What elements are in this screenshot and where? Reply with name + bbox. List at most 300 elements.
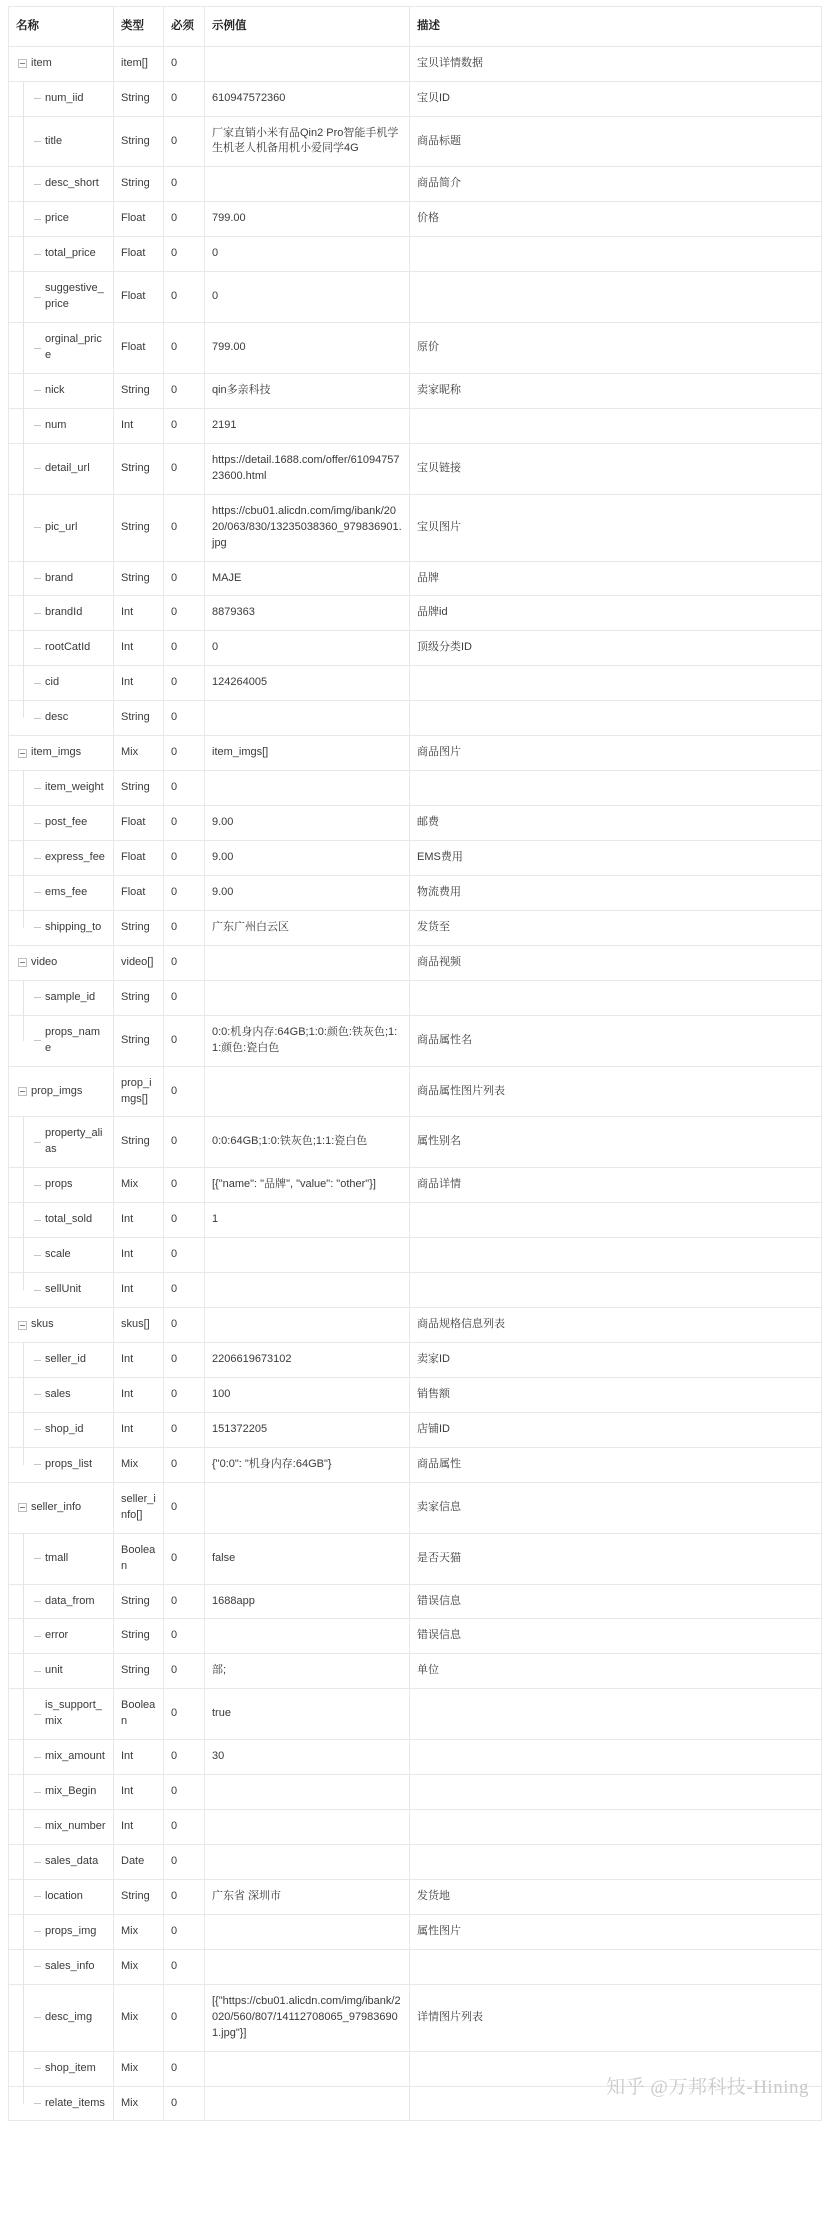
table-row <box>9 167 822 202</box>
field-example-cell: 1688app <box>205 1584 410 1619</box>
table-row <box>9 1377 822 1412</box>
field-name-label: item <box>31 56 52 69</box>
field-type-cell: Int <box>114 1238 164 1273</box>
field-name-cell <box>9 202 114 237</box>
field-type-cell: Int <box>114 1377 164 1412</box>
field-example-cell: 2206619673102 <box>205 1343 410 1378</box>
table-row <box>9 1343 822 1378</box>
tree-branch-icon <box>34 1040 41 1041</box>
field-required-cell: 0 <box>164 1533 205 1584</box>
field-desc-cell: 错误信息 <box>410 1619 822 1654</box>
field-type-cell: item[] <box>114 46 164 81</box>
field-name-cell <box>9 1879 114 1914</box>
field-name-cell <box>9 1810 114 1845</box>
field-required-cell: 0 <box>164 1015 205 1066</box>
collapse-toggle-icon[interactable] <box>18 1321 27 1330</box>
tree-branch-icon <box>34 2068 41 2069</box>
tree-branch-icon <box>34 1601 41 1602</box>
field-name-cell <box>9 1168 114 1203</box>
field-desc-cell: 商品属性名 <box>410 1015 822 1066</box>
table-row <box>9 1654 822 1689</box>
tree-branch-icon <box>34 1464 41 1465</box>
tree-branch-icon <box>34 1714 41 1715</box>
table-row <box>9 1447 822 1482</box>
field-name-cell <box>9 1689 114 1740</box>
field-desc-cell: 商品标题 <box>410 116 822 167</box>
field-name-cell <box>9 910 114 945</box>
field-example-cell: 广东广州白云区 <box>205 910 410 945</box>
field-example-cell: 9.00 <box>205 841 410 876</box>
field-required-cell: 0 <box>164 373 205 408</box>
tree-branch-icon <box>34 297 41 298</box>
table-row <box>9 1879 822 1914</box>
field-name-label: mix_number <box>45 1820 106 1833</box>
field-desc-cell: 原价 <box>410 323 822 374</box>
field-desc-cell: 商品详情 <box>410 1168 822 1203</box>
tree-branch-icon <box>34 648 41 649</box>
tree-branch-icon <box>34 1757 41 1758</box>
table-row <box>9 980 822 1015</box>
field-desc-cell: 卖家信息 <box>410 1482 822 1533</box>
field-name-label: seller_id <box>45 1353 86 1366</box>
field-name-cell <box>9 945 114 980</box>
field-desc-cell: 发货至 <box>410 910 822 945</box>
field-type-cell: Int <box>114 1775 164 1810</box>
table-header <box>9 7 822 47</box>
field-example-cell <box>205 701 410 736</box>
field-type-cell: Mix <box>114 1168 164 1203</box>
field-name-cell <box>9 1412 114 1447</box>
field-example-cell: {"0:0": "机身内存:64GB"} <box>205 1447 410 1482</box>
field-required-cell: 0 <box>164 910 205 945</box>
field-name-label: location <box>45 1889 83 1902</box>
field-required-cell: 0 <box>164 81 205 116</box>
field-name-label: num <box>45 418 67 431</box>
field-required-cell: 0 <box>164 1447 205 1482</box>
field-example-cell <box>205 1482 410 1533</box>
field-required-cell: 0 <box>164 1168 205 1203</box>
field-name-label: scale <box>45 1248 71 1261</box>
field-name-label: props <box>45 1178 73 1191</box>
field-example-cell: 8879363 <box>205 596 410 631</box>
field-name-cell <box>9 494 114 561</box>
field-name-label: relate_items <box>45 2096 105 2109</box>
field-type-cell: Float <box>114 237 164 272</box>
field-type-cell: String <box>114 1619 164 1654</box>
field-example-cell: MAJE <box>205 561 410 596</box>
field-type-cell: Int <box>114 666 164 701</box>
field-example-cell <box>205 945 410 980</box>
table-row <box>9 875 822 910</box>
field-example-cell: 1 <box>205 1203 410 1238</box>
tree-branch-icon <box>34 1827 41 1828</box>
field-name-label: desc <box>45 711 69 724</box>
field-type-cell: Int <box>114 1273 164 1308</box>
field-required-cell: 0 <box>164 443 205 494</box>
field-required-cell: 0 <box>164 1879 205 1914</box>
field-name-label: props_list <box>45 1457 93 1470</box>
field-name-cell <box>9 2051 114 2086</box>
field-name-cell <box>9 2086 114 2121</box>
tree-branch-icon <box>34 858 41 859</box>
field-required-cell: 0 <box>164 408 205 443</box>
tree-branch-icon <box>34 578 41 579</box>
table-row <box>9 596 822 631</box>
field-desc-cell: 是否天猫 <box>410 1533 822 1584</box>
tree-branch-icon <box>34 425 41 426</box>
field-type-cell: Float <box>114 272 164 323</box>
field-desc-cell: 详情图片列表 <box>410 1984 822 2051</box>
table-row <box>9 1015 822 1066</box>
field-desc-cell: 单位 <box>410 1654 822 1689</box>
field-type-cell: Int <box>114 408 164 443</box>
field-example-cell: [{"https://cbu01.alicdn.com/img/ibank/2020/560/807/14112708065_979836901.jpg"}] <box>205 1984 410 2051</box>
field-name-label: total_sold <box>45 1213 93 1226</box>
field-example-cell: 799.00 <box>205 202 410 237</box>
field-required-cell: 0 <box>164 494 205 561</box>
field-desc-cell <box>410 1238 822 1273</box>
field-name-label: suggestive_price <box>45 282 104 311</box>
tree-branch-icon <box>34 823 41 824</box>
field-type-cell: video[] <box>114 945 164 980</box>
field-type-cell: String <box>114 81 164 116</box>
field-name-cell <box>9 1308 114 1343</box>
field-name-label: error <box>45 1629 69 1642</box>
field-required-cell: 0 <box>164 1117 205 1168</box>
table-row <box>9 701 822 736</box>
field-name-label: props_name <box>45 1025 101 1054</box>
collapse-toggle-icon[interactable] <box>18 749 27 758</box>
field-name-cell <box>9 408 114 443</box>
field-desc-cell: 商品属性 <box>410 1447 822 1482</box>
field-name-cell <box>9 1584 114 1619</box>
field-example-cell <box>205 1308 410 1343</box>
table-row <box>9 841 822 876</box>
field-name-cell <box>9 1914 114 1949</box>
field-required-cell: 0 <box>164 875 205 910</box>
table-row <box>9 1066 822 1117</box>
field-type-cell: String <box>114 1654 164 1689</box>
table-row <box>9 116 822 167</box>
field-example-cell <box>205 1810 410 1845</box>
field-type-cell: Int <box>114 1810 164 1845</box>
field-name-cell <box>9 1117 114 1168</box>
field-type-cell: Int <box>114 631 164 666</box>
table-row <box>9 1949 822 1984</box>
watermark-text: 知乎 @万邦科技-Hining <box>606 2077 809 2099</box>
field-desc-cell <box>410 2051 822 2086</box>
table-row <box>9 1689 822 1740</box>
field-required-cell: 0 <box>164 701 205 736</box>
field-desc-cell: 宝贝ID <box>410 81 822 116</box>
field-desc-cell: EMS费用 <box>410 841 822 876</box>
tree-branch-icon <box>34 184 41 185</box>
field-name-label: is_support_mix <box>45 1699 102 1728</box>
field-required-cell: 0 <box>164 1482 205 1533</box>
field-required-cell: 0 <box>164 1308 205 1343</box>
field-required-cell: 0 <box>164 46 205 81</box>
field-name-cell <box>9 1482 114 1533</box>
field-example-cell <box>205 2051 410 2086</box>
field-name-label: orginal_price <box>45 333 102 362</box>
field-required-cell: 0 <box>164 1238 205 1273</box>
field-name-label: prop_imgs <box>31 1084 83 1097</box>
field-desc-cell <box>410 237 822 272</box>
field-desc-cell <box>410 701 822 736</box>
field-required-cell: 0 <box>164 666 205 701</box>
table-row <box>9 1984 822 2051</box>
field-required-cell: 0 <box>164 2086 205 2121</box>
field-desc-cell: 错误信息 <box>410 1584 822 1619</box>
field-name-cell <box>9 167 114 202</box>
field-name-label: sales <box>45 1387 71 1400</box>
field-type-cell: Float <box>114 875 164 910</box>
field-required-cell: 0 <box>164 1377 205 1412</box>
field-required-cell: 0 <box>164 167 205 202</box>
field-desc-cell: 商品简介 <box>410 167 822 202</box>
field-type-cell: Mix <box>114 2086 164 2121</box>
field-example-cell <box>205 46 410 81</box>
field-name-label: ems_fee <box>45 885 88 898</box>
field-example-cell: 部; <box>205 1654 410 1689</box>
collapse-toggle-icon[interactable] <box>18 1087 27 1096</box>
field-example-cell: 2191 <box>205 408 410 443</box>
field-name-cell <box>9 1377 114 1412</box>
field-type-cell: Float <box>114 323 164 374</box>
field-name-cell <box>9 46 114 81</box>
field-name-cell <box>9 272 114 323</box>
field-name-label: total_price <box>45 247 96 260</box>
field-name-cell <box>9 1238 114 1273</box>
table-row <box>9 631 822 666</box>
field-name-label: num_iid <box>45 91 84 104</box>
field-example-cell: 0:0:64GB;1:0:铁灰色;1:1:瓷白色 <box>205 1117 410 1168</box>
field-required-cell: 0 <box>164 1654 205 1689</box>
column-header-desc: 描述 <box>410 7 822 47</box>
collapse-toggle-icon[interactable] <box>18 1503 27 1512</box>
field-name-label: sample_id <box>45 990 96 1003</box>
field-type-cell: String <box>114 701 164 736</box>
field-name-label: desc_short <box>45 177 99 190</box>
field-name-cell <box>9 1775 114 1810</box>
field-name-label: tmall <box>45 1551 69 1564</box>
table-row <box>9 1308 822 1343</box>
field-desc-cell: 品牌 <box>410 561 822 596</box>
field-example-cell: 30 <box>205 1740 410 1775</box>
field-type-cell: prop_imgs[] <box>114 1066 164 1117</box>
field-name-cell <box>9 1654 114 1689</box>
tree-branch-icon <box>34 1394 41 1395</box>
table-row <box>9 202 822 237</box>
tree-branch-icon <box>34 927 41 928</box>
field-type-cell: Int <box>114 1343 164 1378</box>
field-name-label: seller_info <box>31 1500 82 1513</box>
column-header-name: 名称 <box>9 7 114 47</box>
tree-branch-icon <box>34 892 41 893</box>
field-name-label: shipping_to <box>45 920 102 933</box>
field-example-cell: 799.00 <box>205 323 410 374</box>
field-name-label: sales_data <box>45 1855 99 1868</box>
field-type-cell: Mix <box>114 1949 164 1984</box>
tree-branch-icon <box>34 1255 41 1256</box>
table-row <box>9 1412 822 1447</box>
field-example-cell: 124264005 <box>205 666 410 701</box>
table-row <box>9 2086 822 2121</box>
column-header-type: 类型 <box>114 7 164 47</box>
field-name-cell <box>9 1015 114 1066</box>
field-name-cell <box>9 1949 114 1984</box>
field-desc-cell <box>410 980 822 1015</box>
field-desc-cell: 商品属性图片列表 <box>410 1066 822 1117</box>
field-desc-cell <box>410 1689 822 1740</box>
collapse-toggle-icon[interactable] <box>18 59 27 68</box>
field-example-cell <box>205 1238 410 1273</box>
tree-branch-icon <box>34 613 41 614</box>
field-desc-cell: 宝贝链接 <box>410 443 822 494</box>
tree-branch-icon <box>34 788 41 789</box>
field-desc-cell <box>410 1949 822 1984</box>
table-row <box>9 771 822 806</box>
table-row <box>9 237 822 272</box>
table-row <box>9 1482 822 1533</box>
tree-branch-icon <box>34 1558 41 1559</box>
field-name-label: rootCatId <box>45 641 91 654</box>
table-row <box>9 323 822 374</box>
field-example-cell: 610947572360 <box>205 81 410 116</box>
field-example-cell <box>205 2086 410 2121</box>
column-header-required: 必须 <box>164 7 205 47</box>
field-desc-cell <box>410 666 822 701</box>
field-desc-cell: 品牌id <box>410 596 822 631</box>
tree-branch-icon <box>34 1185 41 1186</box>
field-example-cell: false <box>205 1533 410 1584</box>
field-name-cell <box>9 1619 114 1654</box>
api-field-table <box>8 6 822 2121</box>
table-row <box>9 1117 822 1168</box>
tree-branch-icon <box>34 1360 41 1361</box>
table-row <box>9 408 822 443</box>
field-required-cell: 0 <box>164 841 205 876</box>
field-name-label: video <box>31 955 58 968</box>
field-example-cell: 0 <box>205 631 410 666</box>
field-example-cell <box>205 1066 410 1117</box>
field-example-cell: 广东省 深圳市 <box>205 1879 410 1914</box>
field-required-cell: 0 <box>164 736 205 771</box>
field-name-cell <box>9 596 114 631</box>
field-type-cell: Int <box>114 1740 164 1775</box>
field-example-cell <box>205 1619 410 1654</box>
field-desc-cell: 物流费用 <box>410 875 822 910</box>
table-row <box>9 1619 822 1654</box>
field-type-cell: Int <box>114 1203 164 1238</box>
field-type-cell: String <box>114 167 164 202</box>
field-example-cell <box>205 980 410 1015</box>
field-desc-cell <box>410 1810 822 1845</box>
field-example-cell: 0 <box>205 272 410 323</box>
tree-branch-icon <box>34 1142 41 1143</box>
tree-branch-icon <box>34 1896 41 1897</box>
field-example-cell: item_imgs[] <box>205 736 410 771</box>
table-row <box>9 1775 822 1810</box>
field-desc-cell <box>410 408 822 443</box>
field-required-cell: 0 <box>164 1740 205 1775</box>
field-required-cell: 0 <box>164 1066 205 1117</box>
field-name-cell <box>9 1273 114 1308</box>
field-type-cell: String <box>114 494 164 561</box>
table-row <box>9 1584 822 1619</box>
field-name-label: brand <box>45 571 74 584</box>
field-name-label: price <box>45 212 69 225</box>
field-type-cell: String <box>114 1015 164 1066</box>
field-required-cell: 0 <box>164 116 205 167</box>
table-row <box>9 806 822 841</box>
field-desc-cell <box>410 1740 822 1775</box>
table-row <box>9 1238 822 1273</box>
field-type-cell: Mix <box>114 1984 164 2051</box>
field-example-cell: qin多亲科技 <box>205 373 410 408</box>
field-name-label: property_alias <box>45 1127 103 1156</box>
field-required-cell: 0 <box>164 2051 205 2086</box>
field-desc-cell <box>410 2086 822 2121</box>
field-name-label: sellUnit <box>45 1283 82 1296</box>
tree-branch-icon <box>34 1290 41 1291</box>
field-example-cell: 0:0:机身内存:64GB;1:0:颜色:铁灰色;1:1:颜色:瓷白色 <box>205 1015 410 1066</box>
field-name-cell <box>9 875 114 910</box>
field-name-label: item_weight <box>45 781 104 794</box>
field-type-cell: Date <box>114 1845 164 1880</box>
field-required-cell: 0 <box>164 1584 205 1619</box>
field-example-cell <box>205 1949 410 1984</box>
table-row <box>9 1740 822 1775</box>
field-name-cell <box>9 631 114 666</box>
field-type-cell: String <box>114 771 164 806</box>
field-name-label: detail_url <box>45 461 90 474</box>
table-row <box>9 736 822 771</box>
field-required-cell: 0 <box>164 1845 205 1880</box>
field-type-cell: Float <box>114 202 164 237</box>
field-type-cell: String <box>114 373 164 408</box>
field-desc-cell <box>410 272 822 323</box>
tree-branch-icon <box>34 1429 41 1430</box>
field-type-cell: Int <box>114 1412 164 1447</box>
field-required-cell: 0 <box>164 1203 205 1238</box>
field-desc-cell: 邮费 <box>410 806 822 841</box>
field-name-cell <box>9 323 114 374</box>
field-name-cell <box>9 701 114 736</box>
field-name-cell <box>9 666 114 701</box>
collapse-toggle-icon[interactable] <box>18 958 27 967</box>
tree-branch-icon <box>34 348 41 349</box>
table-row <box>9 1533 822 1584</box>
field-type-cell: String <box>114 1117 164 1168</box>
table-row <box>9 945 822 980</box>
field-required-cell: 0 <box>164 1949 205 1984</box>
field-example-cell: https://detail.1688.com/offer/6109475723600.html <box>205 443 410 494</box>
tree-branch-icon <box>34 1862 41 1863</box>
field-type-cell: skus[] <box>114 1308 164 1343</box>
field-desc-cell: 发货地 <box>410 1879 822 1914</box>
field-name-label: skus <box>31 1318 54 1331</box>
tree-branch-icon <box>34 2103 41 2104</box>
field-name-label: title <box>45 134 63 147</box>
field-name-label: item_imgs <box>31 746 82 759</box>
tree-branch-icon <box>34 2017 41 2018</box>
table-row <box>9 272 822 323</box>
field-example-cell: [{"name": "品牌", "value": "other"}] <box>205 1168 410 1203</box>
field-required-cell: 0 <box>164 596 205 631</box>
field-type-cell: Mix <box>114 1447 164 1482</box>
field-name-cell <box>9 1533 114 1584</box>
